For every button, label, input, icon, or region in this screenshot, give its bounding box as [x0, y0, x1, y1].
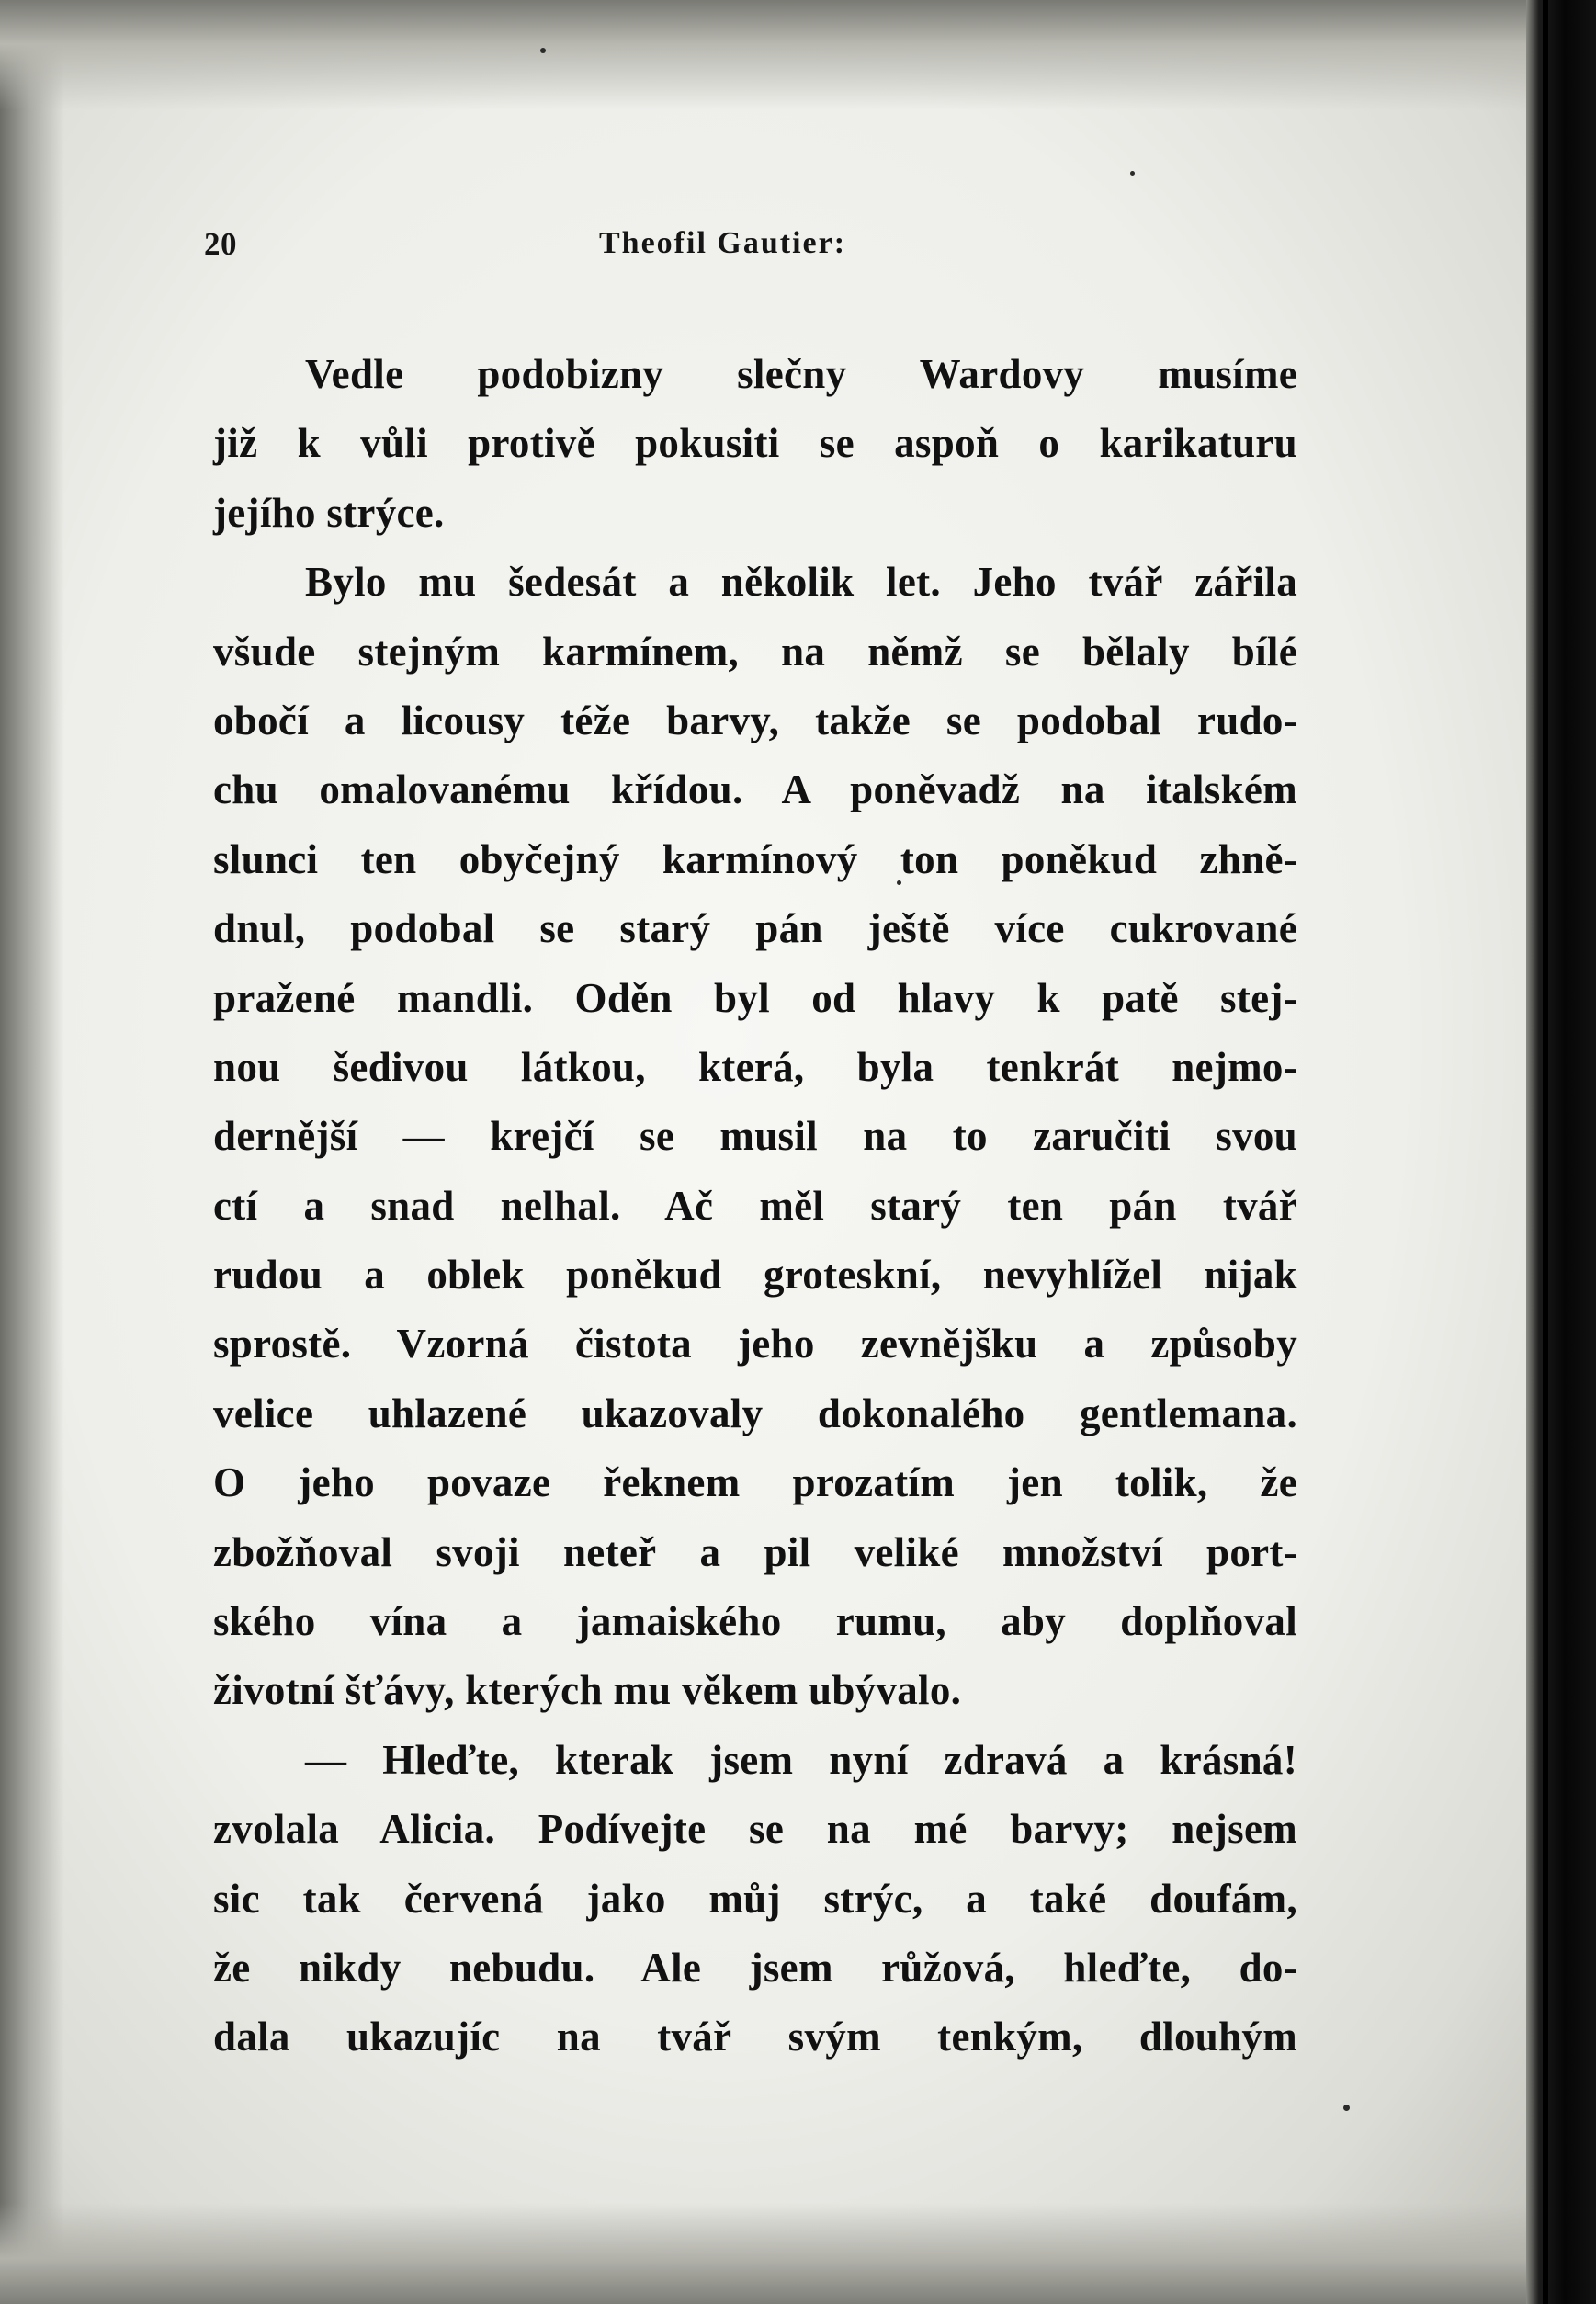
page-number: 20 [204, 226, 237, 262]
scan-shadow-left [0, 0, 64, 2304]
scan-shadow-top [0, 0, 1596, 110]
text-line: dala ukazujíc na tvář svým tenkým, dlouhým [213, 2014, 1297, 2060]
text-line: ctí a snad nelhal. Ač měl starý ten pán tvář [213, 1182, 1297, 1229]
text-line: obočí a licousy téže barvy, takže se podobal rudo- [213, 697, 1297, 743]
text-line: sic tak červená jako můj strýc, a také doufám, [213, 1875, 1297, 1922]
text-line: Bylo mu šedesát a několik let. Jeho tvář zářila [305, 559, 1297, 606]
book-binding-edge [1526, 0, 1596, 2304]
dust-speck [1130, 171, 1135, 176]
text-line: — Hleďte, kterak jsem nyní zdravá a krásná! [305, 1736, 1297, 1783]
text-line: nou šedivou látkou, která, byla tenkrát nejmo- [213, 1043, 1297, 1090]
page-header [204, 226, 1288, 267]
text-line: všude stejným karmínem, na němž se bělaly bílé [213, 628, 1297, 675]
text-line: jejího strýce. [213, 489, 445, 536]
text-line: ského vína a jamaiského rumu, aby doplňoval [213, 1598, 1297, 1645]
binding-gutter-line [1543, 0, 1548, 2304]
text-line: životní šťávy, kterých mu věkem ubývalo. [213, 1667, 962, 1714]
text-line: O jeho povaze řeknem prozatím jen tolik, že [213, 1459, 1297, 1506]
dust-speck [540, 48, 546, 53]
text-line: velice uhlazené ukazovaly dokonalého gentlemana. [213, 1390, 1297, 1436]
scan-shadow-bottom [0, 2203, 1596, 2304]
text-line: pražené mandli. Oděn byl od hlavy k patě stej- [213, 974, 1297, 1021]
text-line: že nikdy nebudu. Ale jsem růžová, hleďte, do- [213, 1944, 1297, 1991]
running-head: Theofil Gautier: [599, 226, 847, 260]
text-line: dernější — krejčí se musil na to zaručiti svou [213, 1113, 1297, 1160]
dust-speck [1343, 2105, 1350, 2111]
text-line: Vedle podobizny slečny Wardovy musíme [305, 351, 1297, 397]
text-line: chu omalovanému křídou. A poněvadž na italském [213, 766, 1297, 813]
text-line: rudou a oblek poněkud groteskní, nevyhlížel nijak [213, 1252, 1297, 1299]
body-text [213, 340, 1297, 2072]
text-line: sprostě. Vzorná čistota jeho zevnějšku a způsoby [213, 1321, 1297, 1368]
text-line: slunci ten obyčejný karmínový ton poněkud zhně- [213, 835, 1297, 882]
text-line: dnul, podobal se starý pán ještě více cukrované [213, 905, 1297, 952]
text-line: zbožňoval svoji neteř a pil veliké množství port- [213, 1528, 1297, 1575]
text-line: zvolala Alicia. Podívejte se na mé barvy; nejsem [213, 1806, 1297, 1853]
text-line: již k vůli protivě pokusiti se aspoň o karikaturu [213, 420, 1297, 467]
